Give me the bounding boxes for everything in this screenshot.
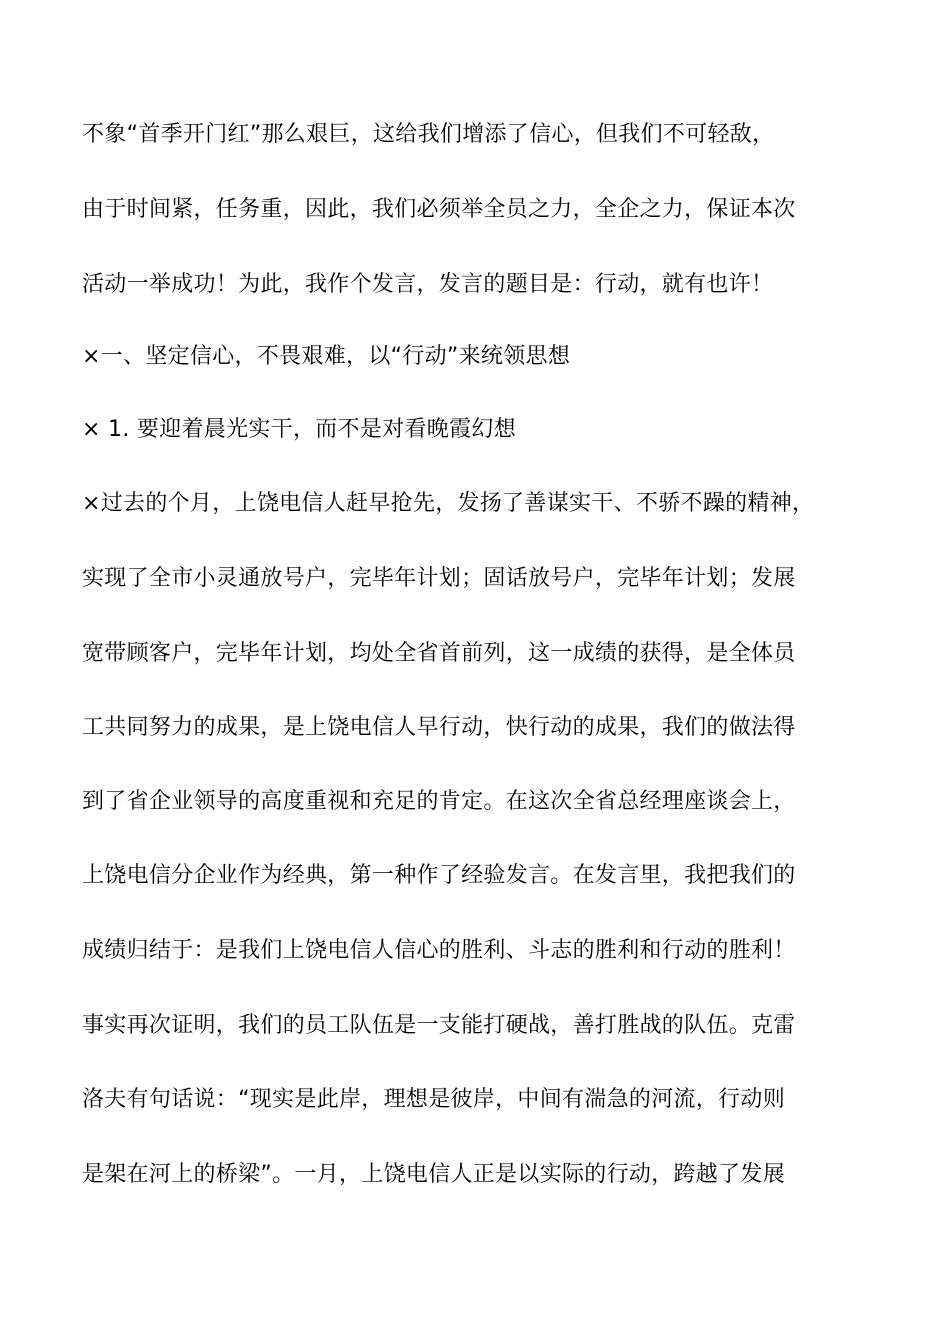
- subsection-heading: × 1. 要迎着晨光实干，而不是对看晚霞幻想: [82, 417, 517, 442]
- text-line: 到了省企业领导的高度重视和充足的肯定。在这次全省总经理座谈会上，: [82, 789, 796, 814]
- text-line: 由于时间紧，任务重，因此，我们必须举全员之力，全企之力，保证本次: [82, 197, 796, 222]
- text-line: 不象“首季开门红”那么艰巨，这给我们增添了信心，但我们不可轻敌，: [82, 122, 775, 147]
- text-line: 上饶电信分企业作为经典，第一种作了经验发言。在发言里，我把我们的: [82, 863, 796, 888]
- text-line: 洛夫有句话说：“现实是此岸，理想是彼岸，中间有湍急的河流，行动则: [82, 1087, 785, 1112]
- text-line: 成绩归结于：是我们上饶电信人信心的胜利、斗志的胜利和行动的胜利！: [82, 938, 796, 963]
- section-heading: ×一、坚定信心，不畏艰难，以“行动”来统领思想: [82, 344, 571, 369]
- text-line: 工共同努力的成果，是上饶电信人早行动，快行动的成果，我们的做法得: [82, 715, 796, 740]
- text-line: 事实再次证明，我们的员工队伍是一支能打硬战，善打胜战的队伍。克雷: [82, 1013, 796, 1038]
- text-line: 活动一举成功！为此，我作个发言，发言的题目是：行动，就有也许！: [82, 272, 774, 297]
- text-line: 是架在河上的桥梁”。一月，上饶电信人正是以实际的行动，跨越了发展: [82, 1162, 785, 1187]
- text-line: 宽带顾客户，完毕年计划，均处全省首前列，这一成绩的获得，是全体员: [82, 641, 796, 666]
- text-line: 实现了全市小灵通放号户，完毕年计划；固话放号户，完毕年计划；发展: [82, 566, 796, 591]
- text-line: ×过去的个月，上饶电信人赶早抢先，发扬了善谋实干、不骄不躁的精神，: [82, 491, 815, 516]
